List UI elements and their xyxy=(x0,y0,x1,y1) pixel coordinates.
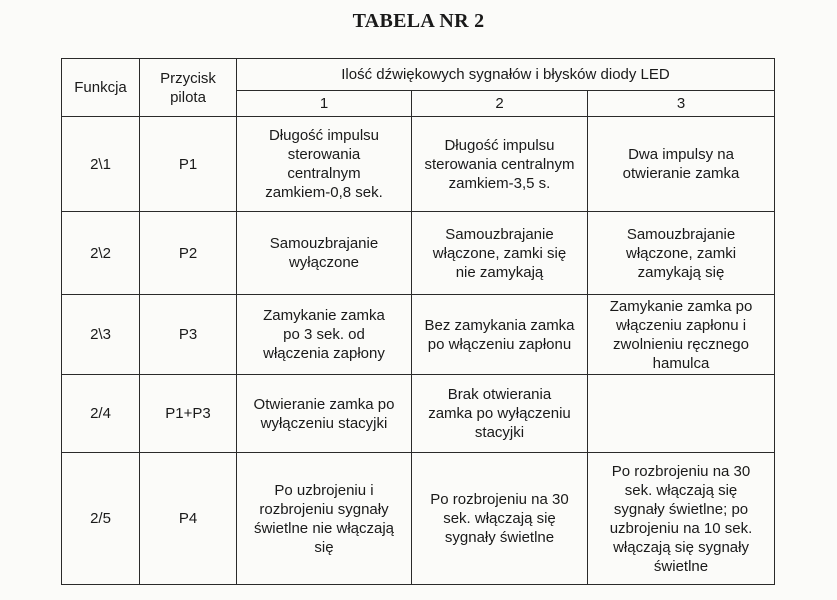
cell-signal-3: Zamykanie zamka po włączeniu zapłonu i zwolnieniu ręcznego hamulca xyxy=(588,295,775,375)
cell-signal-2: Długość impulsu sterowania centralnym zamkiem-3,5 s. xyxy=(412,117,588,212)
subheader-1: 1 xyxy=(237,91,412,117)
function-table xyxy=(61,58,775,585)
cell-przycisk: P2 xyxy=(140,212,237,295)
subheader-2: 2 xyxy=(412,91,588,117)
table-row xyxy=(62,295,775,375)
subheader-3: 3 xyxy=(588,91,775,117)
cell-signal-2: Samouzbrajanie włączone, zamki się nie zamykają xyxy=(412,212,588,295)
header-row xyxy=(62,59,775,91)
cell-signal-3 xyxy=(588,375,775,453)
table-row xyxy=(62,212,775,295)
cell-signal-1: Zamykanie zamka po 3 sek. od włączenia zapłony xyxy=(237,295,412,375)
header-przycisk: Przycisk pilota xyxy=(140,59,237,117)
table-row xyxy=(62,117,775,212)
cell-funkcja: 2\2 xyxy=(62,212,140,295)
cell-signal-1: Długość impulsu sterowania centralnym zamkiem-0,8 sek. xyxy=(237,117,412,212)
cell-signal-2: Brak otwierania zamka po wyłączeniu stacyjki xyxy=(412,375,588,453)
cell-przycisk: P1+P3 xyxy=(140,375,237,453)
cell-signal-3: Samouzbrajanie włączone, zamki zamykają się xyxy=(588,212,775,295)
cell-funkcja: 2\1 xyxy=(62,117,140,212)
cell-funkcja: 2/5 xyxy=(62,453,140,585)
cell-signal-1: Samouzbrajanie wyłączone xyxy=(237,212,412,295)
cell-signal-2: Po rozbrojeniu na 30 sek. włączają się sygnały świetlne xyxy=(412,453,588,585)
cell-signal-3: Dwa impulsy na otwieranie zamka xyxy=(588,117,775,212)
cell-funkcja: 2\3 xyxy=(62,295,140,375)
table-row xyxy=(62,453,775,585)
cell-signal-1: Otwieranie zamka po wyłączeniu stacyjki xyxy=(237,375,412,453)
cell-signal-2: Bez zamykania zamka po włączeniu zapłonu xyxy=(412,295,588,375)
table-row xyxy=(62,375,775,453)
cell-funkcja: 2/4 xyxy=(62,375,140,453)
cell-przycisk: P4 xyxy=(140,453,237,585)
cell-przycisk: P1 xyxy=(140,117,237,212)
cell-signal-3: Po rozbrojeniu na 30 sek. włączają się sygnały świetlne; po uzbrojeniu na 10 sek. włączają się sygnały świetlne xyxy=(588,453,775,585)
header-signals: Ilość dźwiękowych sygnałów i błysków diody LED xyxy=(237,59,775,91)
cell-signal-1: Po uzbrojeniu i rozbrojeniu sygnały świetlne nie włączają się xyxy=(237,453,412,585)
page-title: TABELA NR 2 xyxy=(352,10,485,32)
cell-przycisk: P3 xyxy=(140,295,237,375)
header-funkcja: Funkcja xyxy=(62,59,140,117)
